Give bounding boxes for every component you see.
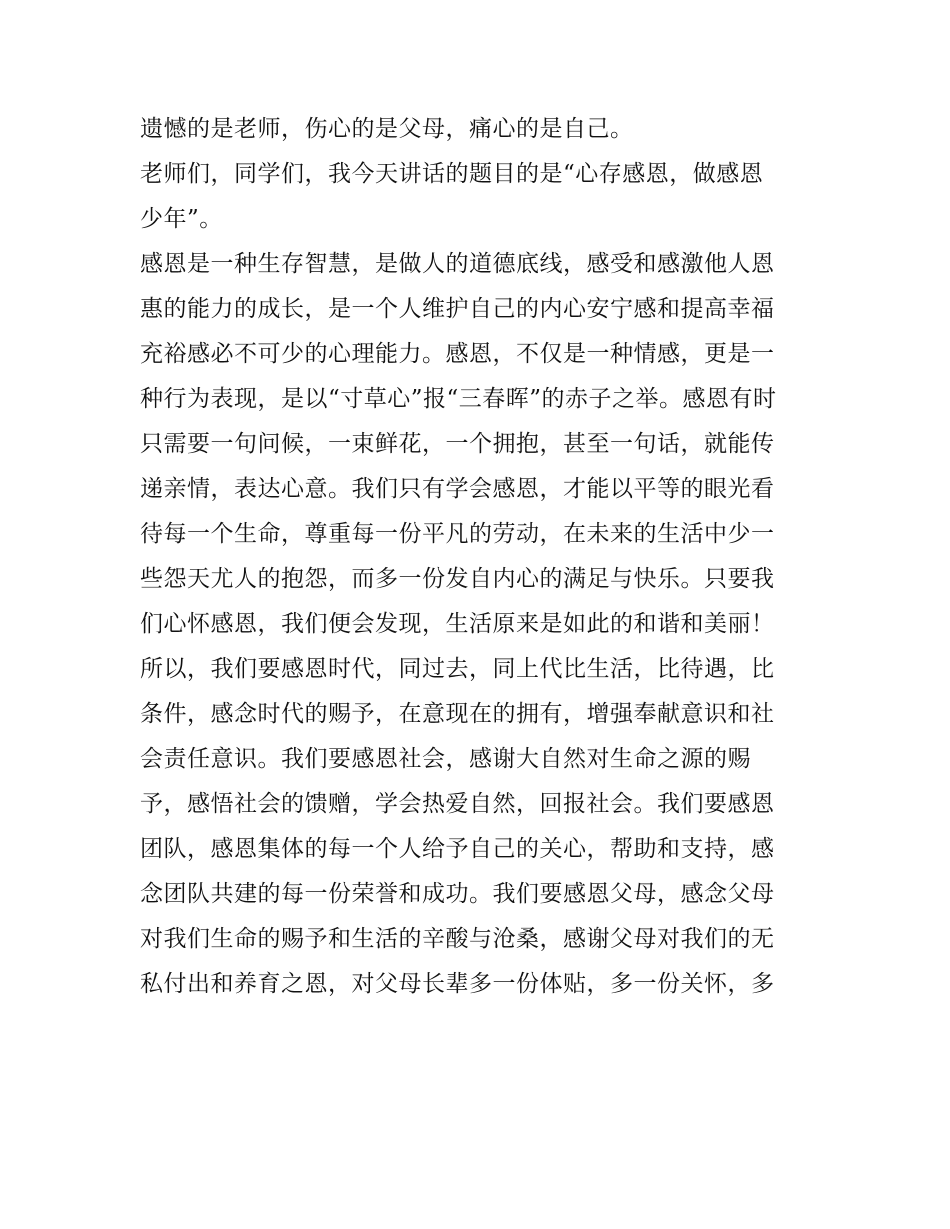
text-line: 递亲情，表达心意。我们只有学会感恩，才能以平等的眼光看 [140, 476, 775, 502]
text-line: 些怨天尤人的抱怨，而多一份发自内心的满足与快乐。只要我 [140, 566, 775, 592]
text-line: 对我们生命的赐予和生活的辛酸与沧桑，感谢父母对我们的无 [140, 926, 775, 952]
text-line: 们心怀感恩，我们便会发现，生活原来是如此的和谐和美丽！ [140, 611, 775, 637]
text-line: 充裕感必不可少的心理能力。感恩，不仅是一种情感，更是一 [140, 341, 775, 367]
text-line: 只需要一句问候，一束鲜花，一个拥抱，甚至一句话，就能传 [140, 431, 775, 457]
text-line: 所以，我们要感恩时代，同过去，同上代比生活，比待遇，比 [140, 656, 775, 682]
text-line: 予，感悟社会的馈赠，学会热爱自然，回报社会。我们要感恩 [140, 791, 775, 817]
text-line: 少年”。 [140, 206, 223, 232]
text-line: 条件，感念时代的赐予，在意现在的拥有，增强奉献意识和社 [140, 701, 775, 727]
speech-text [140, 107, 820, 1007]
text-line: 种行为表现，是以“寸草心”报“三春晖”的赤子之举。感恩有时 [140, 386, 777, 412]
text-line: 感恩是一种生存智慧，是做人的道德底线，感受和感激他人恩 [140, 251, 775, 277]
text-line: 待每一个生命，尊重每一份平凡的劳动，在未来的生活中少一 [140, 521, 775, 547]
text-line: 惠的能力的成长，是一个人维护自己的内心安宁感和提高幸福 [140, 296, 775, 322]
text-line: 私付出和养育之恩，对父母长辈多一份体贴，多一份关怀，多 [140, 971, 775, 997]
text-line: 遗憾的是老师，伤心的是父母，痛心的是自己。 [140, 116, 634, 142]
text-line: 老师们，同学们，我今天讲话的题目的是“心存感恩，做感恩 [140, 161, 764, 187]
text-line: 团队，感恩集体的每一个人给予自己的关心，帮助和支持，感 [140, 836, 775, 862]
text-line: 念团队共建的每一份荣誉和成功。我们要感恩父母，感念父母 [140, 881, 775, 907]
text-line: 会责任意识。我们要感恩社会，感谢大自然对生命之源的赐 [140, 746, 751, 772]
